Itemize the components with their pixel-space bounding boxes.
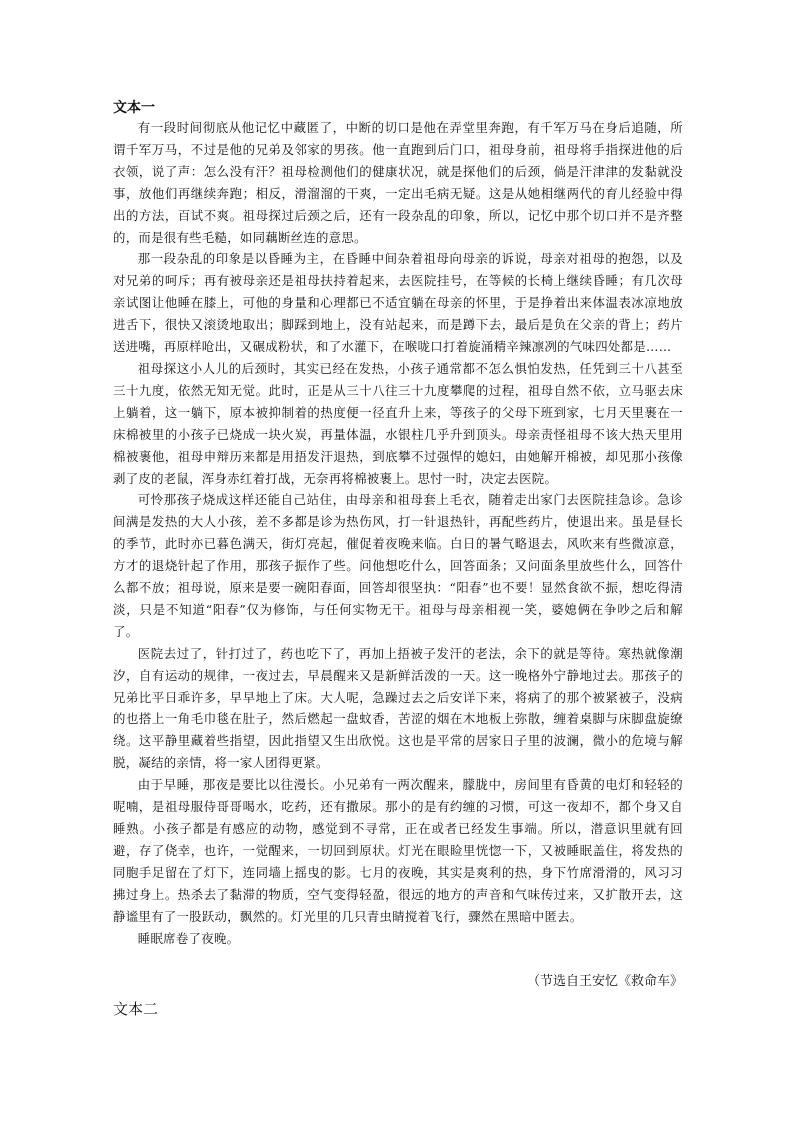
paragraph-6: 由于早睡，那夜是要比以往漫长。小兄弟有一两次醒来，朦胧中，房间里有昏黄的电灯和轻轻的呢喃，是祖母服侍哥哥喝水，吃药，还有撒尿。那小的是有约缠的习惯，可这一夜却不，都个身又自睡熟。小孩子都是有感应的动物，感觉到不寻常，正在或者已经发生事端。所以，潜意识里就有回避，存了侥幸，也许，一觉醒来，一切回到原状。灯光在眼睑里恍惚一下，又被睡眠盖住，将发热的同胞手足留在了灯下，连同墙上摇曳的影。七月的夜晚，其实是爽利的热，身下竹席滑滑的，风习习拂过身上。热杀去了黏滞的物质，空气变得轻盈，很远的地方的声音和气味传过来，又扩散开去，这静谧里有了一股跃动，飘然的。灯光里的几只青虫睛搅着飞行，骤然在黑暗中匿去。	[113, 777, 683, 924]
paragraph-1: 有一段时间彻底从他记忆中藏匿了，中断的切口是他在弄堂里奔跑，有千军万马在身后追随，所谓千军万马，不过是他的兄弟及邻家的男孩。他一直跑到后门口，祖母身前，祖母将手指探进他的后衣领，说了声：怎么没有汗？祖母检测他们的健康状况，就是探他们的后颈，倘是汗津津的发黏就没事，放他们再继续奔跑；相反，滑溜溜的干爽，一定出毛病无疑。这是从她相继两代的育儿经验中得出的方法，百试不爽。祖母探过后颈之后，还有一段杂乱的印象，所以，记忆中那个切口并不是齐整的，而是很有些毛糙，如同藕断丝连的意思。	[113, 120, 683, 245]
paragraph-4: 可怜那孩子烧成这样还能自己站住，由母亲和祖母套上毛衣，随着走出家门去医院挂急诊。急诊间满是发热的大人小孩，差不多都是诊为热伤风，打一针退热针，再配些药片，使退出来。虽是昼长的季节，此时亦已暮色满天，街灯亮起，催促着夜晚来临。白日的暑气略退去，风吹来有些微凉意，方才的退烧针起了作用，那孩子振作了些。问他想吃什么，回答面条；又问面条里放些什么，回答什么都不放；祖母说，原来是要一碗阳春面，回答却很坚执：“阳春”也不要！显然食欲不振，想吃得清淡，只是不知道“阳春”仅为修饰，与任何实物无干。祖母与母亲相视一笑，婆媳俩在争吵之后和解了。	[113, 492, 683, 639]
article-body	[113, 117, 683, 949]
paragraph-5: 医院去过了，针打过了，药也吃下了，再加上捂被子发汗的老法，余下的就是等待。寒热就像潮汐，自有运动的规律，一夜过去，早晨醒来又是新鲜活泼的一天。这一晚格外宁静地过去。那孩子的兄弟比平日乖许多，早早地上了床。大人呢，急躁过去之后安详下来，将病了的那个被紧被子，没病的也搭上一角毛巾毯在肚子，然后燃起一盘蚊香，苦涩的烟在木地板上弥散，缠着桌脚与床脚盘旋缭绕。这平静里藏着些指望，因此指望又生出欣悦。这也是平常的居家日子里的波澜，微小的危境与解脱，凝结的亲情，将一家人团得更紧。	[113, 645, 683, 771]
paragraph-3: 祖母探这小人儿的后颈时，其实已经在发热，小孩子通常都不怎么惧怕发热，任凭到三十八甚至三十九度，依然无知无觉。此时，正是从三十八往三十九度攀爬的过程，祖母自然不依，立马驱去床上躺着，这一躺下，原本被抑制着的热度便一径直升上来，等孩子的父母下班到家，七月天里裹在一床棉被里的小孩子已烧成一块火炭，再量体温，水银柱几乎升到顶头。母亲责怪祖母不该大热天里用棉被裹他，祖母申辩历来都是用捂发汗退热，到底攀不过强悍的媳妇，由她解开棉被，却见那小孩像剥了皮的老鼠，浑身赤红着打战，无奈再将棉被裹上。思忖一时，决定去医院。	[113, 360, 683, 486]
paragraph-7: 睡眠席卷了夜晚。	[137, 930, 240, 946]
section-heading-text-two: 文本二	[113, 1000, 159, 1018]
paragraph-2: 那一段杂乱的印象是以昏睡为主，在昏睡中间杂着祖母向母亲的诉说，母亲对祖母的抱怨，以及对兄弟的呵斥；再有被母亲还是祖母扶持着起来，去医院挂号，在等候的长椅上继续昏睡；有几次母亲试图让他睡在膝上，可他的身量和心理都已不适宜躺在母亲的怀里，于是挣着出来体温表冰凉地放进舌下，很快又滚烫地取出；脚踩到地上，没有站起来，而是蹲下去，最后是负在父亲的背上；药片送进嘴，再原样呛出，又碾成粉状，和了水灌下，在喉咙口打着旋涌精辛辣凛冽的气味四处都是……	[113, 251, 683, 355]
section-heading-text-one: 文本一	[113, 100, 155, 116]
source-note: （节选自王安忆《救命车》	[526, 974, 683, 989]
